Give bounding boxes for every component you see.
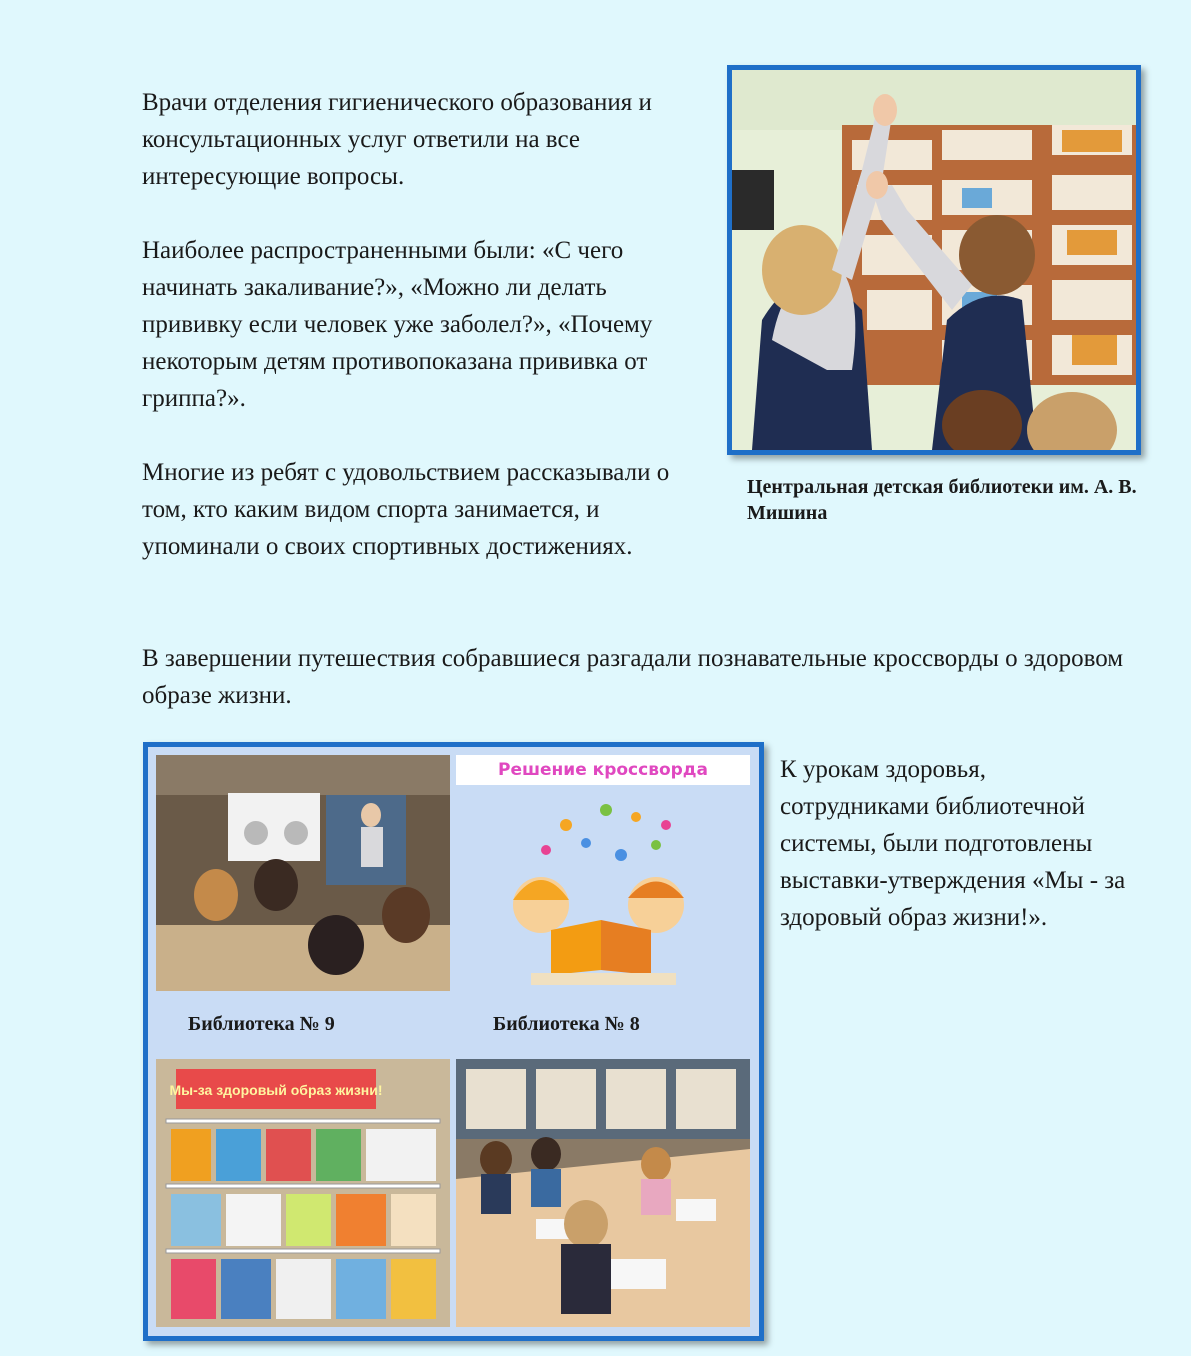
presentation-photo-illustration — [156, 755, 450, 991]
photo-collage — [143, 742, 764, 1341]
crossword-panel — [456, 755, 750, 991]
kids-reading-illustration — [456, 755, 750, 991]
paragraph-crosswords: В завершении путешествия собравшиеся разгадали познавательные кроссворды о здоровом образе жизни. — [142, 645, 1124, 709]
library-9-photo — [156, 755, 450, 991]
library-photo — [727, 65, 1141, 455]
exhibition-stand-photo — [156, 1059, 450, 1327]
stand-banner-text: Мы-за здоровый образ жизни! — [169, 1082, 383, 1098]
crossword-title: Решение кроссворда — [456, 755, 750, 785]
classroom-illustration — [456, 1059, 750, 1327]
library-photo-illustration — [732, 70, 1136, 450]
photo-caption: Центральная детская библиотеки им. А. В. Мишина — [747, 476, 1137, 524]
paragraph-sports: Многие из ребят с удовольствием рассказывали о том, кто каким видом спорта занимается, и упоминали о своих спортивных достижениях. — [142, 459, 670, 560]
library-8-label: Библиотека № 8 — [493, 1013, 640, 1035]
paragraph-doctors: Врачи отделения гигиенического образования и консультационных услуг ответили на все интересующие вопросы. — [142, 89, 652, 190]
kids-crossword-photo — [456, 1059, 750, 1327]
paragraph-questions: Наиболее распространенными были: «С чего начинать закаливание?», «Можно ли делать прививку если человек уже заболел?», «Почему некоторым детям противопоказана прививка от гриппа?». — [142, 237, 653, 412]
book-stand-illustration — [156, 1059, 450, 1327]
library-9-label: Библиотека № 9 — [188, 1013, 335, 1035]
paragraph-exhibitions: К урокам здоровья, сотрудниками библиотечной системы, были подготовлены выставки-утверждения «Мы - за здоровый образ жизни!». — [780, 756, 1126, 931]
